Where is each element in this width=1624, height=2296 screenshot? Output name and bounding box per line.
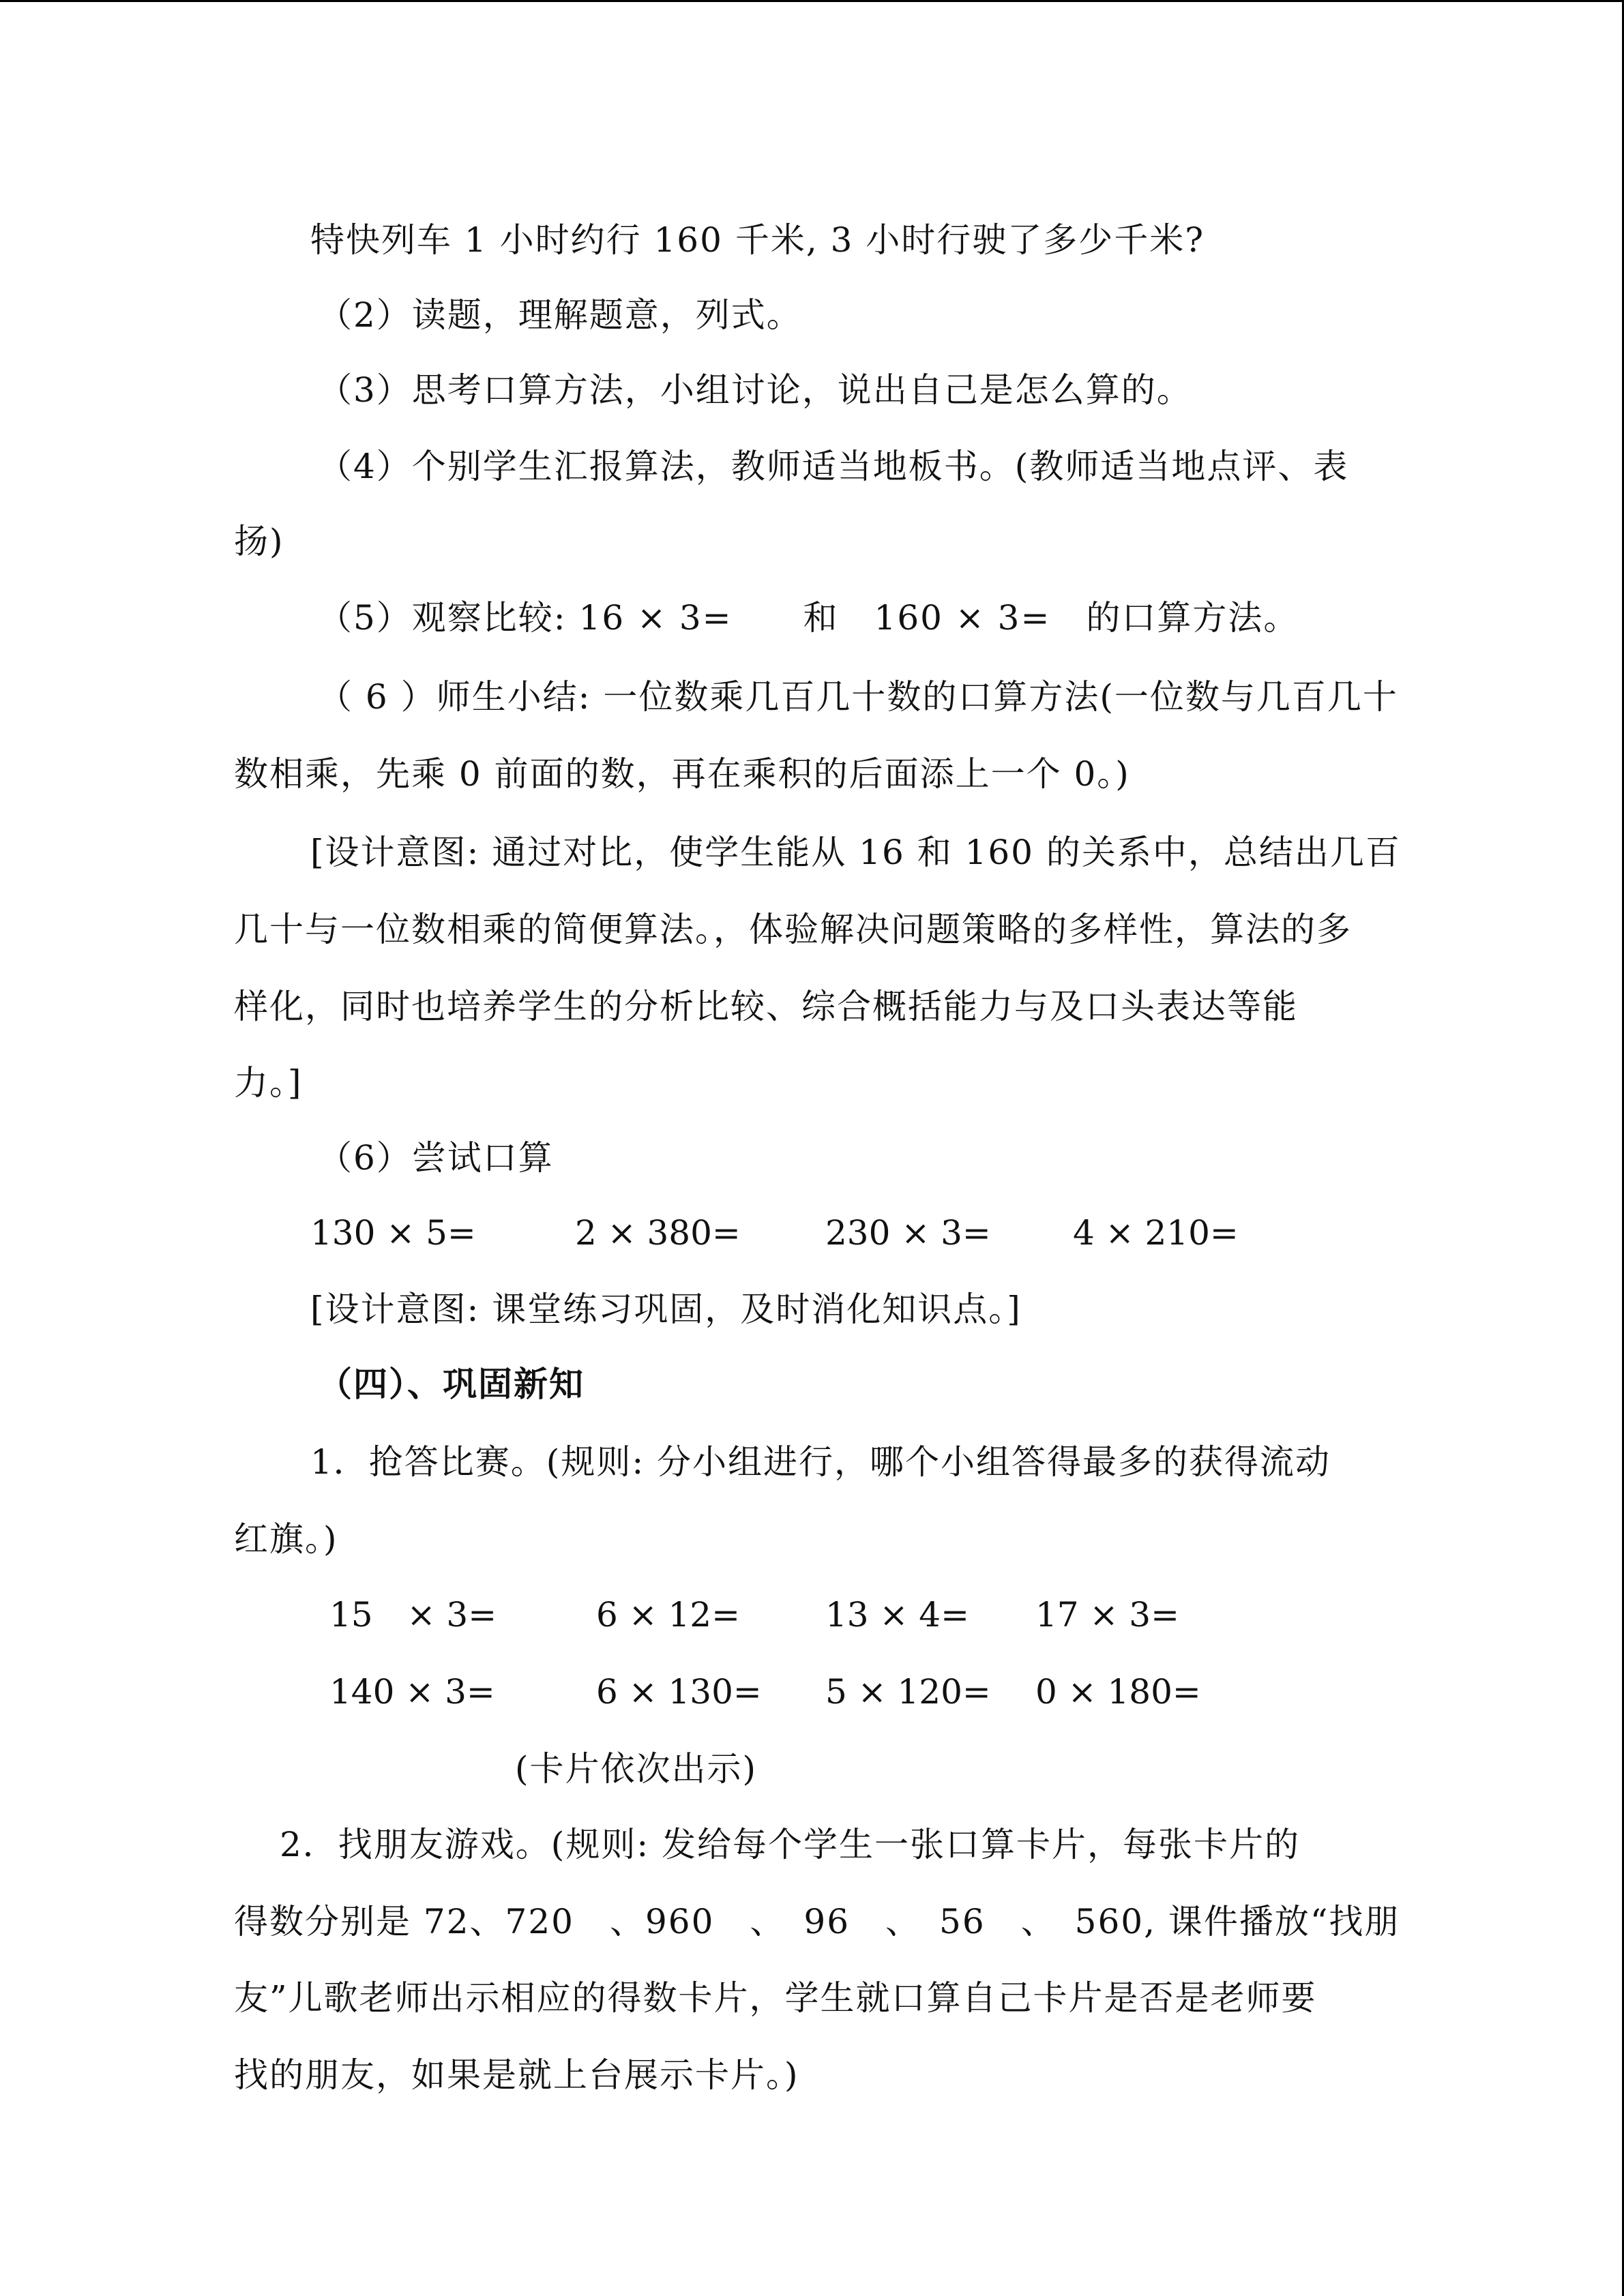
step-6-try: （6）尝试口算 (318, 1138, 554, 1178)
design-intent-1-line4: 力。] (234, 1063, 303, 1103)
step-2: （2）读题，理解题意，列式。 (318, 295, 802, 335)
quiz-item: 6 × 130= (596, 1672, 762, 1712)
activity-1-cont: 红旗。) (234, 1519, 338, 1559)
problem-text: 特快列车 1 小时约行 160 千米, 3 小时行驶了多少千米? (310, 220, 1205, 260)
quiz-item: 13 × 4= (825, 1595, 970, 1635)
design-intent-1: [设计意图: 通过对比，使学生能从 16 和 160 的关系中，总结出几百 (310, 833, 1401, 872)
quiz-item: 6 × 12= (596, 1595, 741, 1635)
quiz-item: 0 × 180= (1035, 1672, 1201, 1712)
step-3: （3）思考口算方法，小组讨论，说出自己是怎么算的。 (318, 370, 1192, 410)
design-intent-1-line2: 几十与一位数相乘的简便算法。，体验解决问题策略的多样性，算法的多 (234, 910, 1352, 949)
activity-1: 1．抢答比赛。(规则: 分小组进行，哪个小组答得最多的获得流动 (310, 1442, 1331, 1482)
design-intent-1-line3: 样化，同时也培养学生的分析比较、综合概括能力与及口头表达等能 (234, 987, 1298, 1026)
activity-2-line3: 友”儿歌老师出示相应的得数卡片，学生就口算自己卡片是否是老师要 (234, 1978, 1317, 2018)
card-note: (卡片依次出示) (515, 1749, 758, 1789)
try-exercise-item: 2 × 380= (575, 1213, 741, 1253)
try-exercise-item: 4 × 210= (1073, 1213, 1239, 1253)
step-5: （5）观察比较: 16 × 3= 和 160 × 3= 的口算方法。 (318, 598, 1299, 638)
page-border-top (0, 0, 1624, 2)
design-intent-2: [设计意图: 课堂练习巩固，及时消化知识点。] (310, 1289, 1022, 1329)
step-4-cont: 扬) (234, 522, 284, 561)
try-exercise-item: 230 × 3= (825, 1213, 991, 1253)
step-6-summary: （ 6 ）师生小结: 一位数乘几百几十数的口算方法(一位数与几百几十 (318, 677, 1398, 717)
activity-2-line2: 得数分别是 72、720 、960 、 96 、 56 、 560, 课件播放“找朋 (234, 1902, 1400, 1941)
quiz-item: 140 × 3= (329, 1672, 495, 1712)
activity-2-line4: 找的朋友，如果是就上台展示卡片。) (234, 2055, 799, 2095)
section-heading: （四）、巩固新知 (318, 1364, 585, 1404)
quiz-item: 5 × 120= (825, 1672, 991, 1712)
step-6-summary-cont: 数相乘，先乘 0 前面的数，再在乘积的后面添上一个 0。) (234, 754, 1130, 794)
quiz-item: 17 × 3= (1035, 1595, 1180, 1635)
activity-2: 2．找朋友游戏。(规则: 发给每个学生一张口算卡片，每张卡片的 (280, 1825, 1301, 1864)
step-4: （4）个别学生汇报算法，教师适当地板书。(教师适当地点评、表 (318, 447, 1349, 486)
quiz-item: 15 × 3= (329, 1595, 497, 1635)
try-exercise-item: 130 × 5= (310, 1213, 476, 1253)
